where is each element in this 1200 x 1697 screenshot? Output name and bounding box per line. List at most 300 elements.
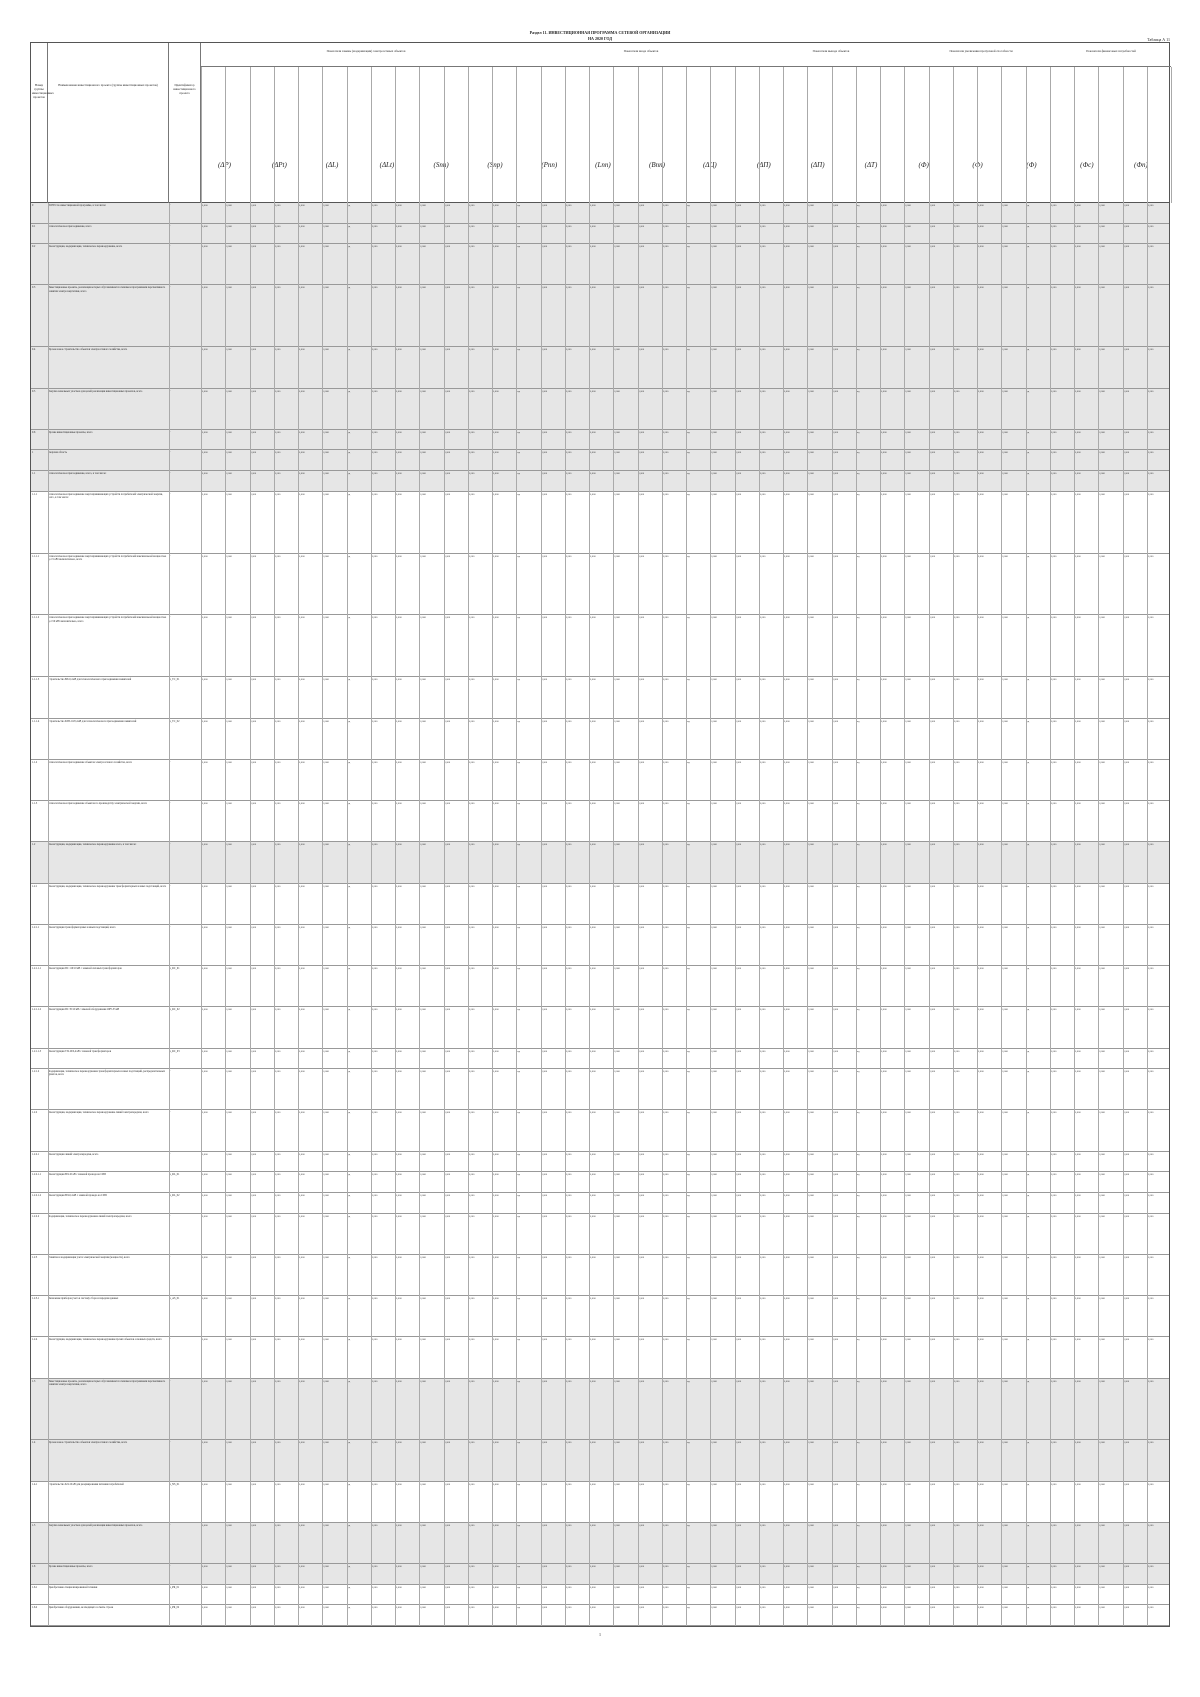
row-value-cell: 0,000 bbox=[323, 1482, 329, 1486]
row-value-cell: 0,000 bbox=[299, 1111, 305, 1115]
row-value-cell: 0,000 bbox=[493, 1585, 499, 1589]
row-value-cell: 0,000 bbox=[323, 1606, 329, 1610]
row-value-cell: нд bbox=[517, 1585, 520, 1589]
row-value-cell: 0,000 bbox=[250, 1152, 257, 1156]
body-column-divider bbox=[1050, 203, 1051, 1626]
header-group-5: Показатели финансовых потребностей bbox=[1051, 43, 1171, 67]
row-number: 1.1.2 bbox=[32, 760, 38, 764]
row-value-cell: 0,000 bbox=[638, 1297, 645, 1301]
row-value-cell: 0,000 bbox=[978, 760, 984, 764]
row-value-cell: нд bbox=[1026, 1441, 1030, 1445]
row-value-cell: 0,000 bbox=[1050, 1193, 1057, 1197]
body-column-divider bbox=[444, 203, 445, 1626]
row-value-cell: 0,000 bbox=[881, 616, 887, 620]
row-value-cell: 0,000 bbox=[638, 1523, 645, 1527]
row-value-cell: 0,000 bbox=[1002, 348, 1008, 352]
row-project-id: Г bbox=[169, 451, 171, 455]
row-value-cell: 0,000 bbox=[978, 1565, 984, 1569]
row-value-cell: 0,000 bbox=[1075, 1338, 1081, 1342]
row-value-cell: 0,000 bbox=[905, 1152, 911, 1156]
row-value-cell: 0,000 bbox=[1075, 1049, 1081, 1053]
row-value-cell: 0,000 bbox=[274, 1173, 281, 1177]
row-value-cell: 0,000 bbox=[1002, 1214, 1008, 1218]
row-value-cell: 0,000 bbox=[953, 843, 960, 847]
row-value-cell: 0,000 bbox=[759, 719, 766, 723]
row-value-cell: 0,000 bbox=[1123, 286, 1130, 290]
row-value-cell: 0,000 bbox=[638, 616, 645, 620]
header-formula: (Ф) bbox=[1026, 161, 1037, 169]
row-value-cell: 0,000 bbox=[953, 286, 960, 290]
row-value-cell: 0,000 bbox=[420, 1379, 426, 1383]
row-value-cell: 0,000 bbox=[1123, 1152, 1130, 1156]
row-value-cell: 0,000 bbox=[735, 1565, 742, 1569]
row-value-cell: 0,000 bbox=[735, 224, 742, 228]
row-value-cell: 0,000 bbox=[662, 616, 669, 620]
row-value-cell: 0,000 bbox=[784, 760, 790, 764]
row-value-cell: 0,000 bbox=[1050, 1008, 1057, 1012]
row-value-cell: 0,000 bbox=[1075, 430, 1081, 434]
row-project-name: Прочие инвестиционные проекты, всего bbox=[48, 430, 93, 434]
row-value-cell: нд bbox=[517, 492, 520, 496]
row-value-cell: 0,000 bbox=[832, 760, 839, 764]
row-value-cell: 0,000 bbox=[638, 967, 645, 971]
row-value-cell: 0,000 bbox=[1002, 286, 1008, 290]
row-value-cell: 0,000 bbox=[371, 1523, 378, 1527]
row-value-cell: 0,000 bbox=[590, 472, 596, 476]
row-value-cell: 0,000 bbox=[905, 1523, 911, 1527]
row-value-cell: 0,000 bbox=[662, 389, 669, 393]
header-column-divider bbox=[613, 67, 614, 203]
row-value-cell: 0,000 bbox=[978, 1193, 984, 1197]
row-value-cell: 0,000 bbox=[978, 1379, 984, 1383]
row-value-cell: 0,000 bbox=[759, 1297, 766, 1301]
row-value-cell: 0,000 bbox=[905, 1379, 911, 1383]
row-value-cell: 0,000 bbox=[323, 1523, 329, 1527]
row-value-cell: 0,000 bbox=[1050, 616, 1057, 620]
row-value-cell: 0,000 bbox=[1099, 760, 1105, 764]
row-value-cell: 0,000 bbox=[1075, 1585, 1081, 1589]
row-value-cell: 0,000 bbox=[832, 1523, 839, 1527]
row-value-cell: 0,000 bbox=[1147, 1152, 1154, 1156]
row-value-cell: 0,000 bbox=[444, 1070, 451, 1074]
row-value-cell: 0,000 bbox=[299, 802, 305, 806]
row-value-cell: 0,000 bbox=[905, 1111, 911, 1115]
row-value-cell: 0,000 bbox=[929, 554, 936, 558]
row-value-cell: 0,000 bbox=[735, 719, 742, 723]
row-value-cell: 0,000 bbox=[493, 1255, 499, 1259]
row-value-cell: 0,000 bbox=[396, 1565, 402, 1569]
row-value-cell: нд bbox=[856, 1193, 860, 1197]
row-value-cell: нд bbox=[517, 1565, 520, 1569]
row-value-cell: 0,000 bbox=[444, 1379, 451, 1383]
row-value-cell: 0,000 bbox=[1075, 451, 1081, 455]
row-value-cell: нд bbox=[1026, 1565, 1030, 1569]
row-value-cell: 0,000 bbox=[274, 802, 281, 806]
row-value-cell: 0,000 bbox=[299, 451, 305, 455]
header-formula: (Lnn) bbox=[595, 161, 611, 169]
row-value-cell: 0,000 bbox=[565, 843, 572, 847]
row-value-cell: 0,000 bbox=[1075, 678, 1081, 682]
row-value-cell: 0,000 bbox=[1002, 843, 1008, 847]
row-value-cell: 0,000 bbox=[226, 554, 232, 558]
row-value-cell: 0,000 bbox=[1002, 492, 1008, 496]
row-value-cell: 0,000 bbox=[711, 967, 717, 971]
row-value-cell: 0,000 bbox=[832, 430, 839, 434]
row-value-cell: нд bbox=[856, 1338, 860, 1342]
row-value-cell: 0,000 bbox=[614, 1214, 620, 1218]
row-value-cell: 0,000 bbox=[1002, 224, 1008, 228]
row-value-cell: 0,000 bbox=[1147, 492, 1154, 496]
row-value-cell: 0,000 bbox=[1147, 554, 1154, 558]
row-value-cell: нд bbox=[687, 1565, 690, 1569]
row-value-cell: 0,000 bbox=[541, 616, 548, 620]
row-value-cell: 0,000 bbox=[735, 286, 742, 290]
header-column-divider bbox=[783, 67, 784, 203]
row-value-cell: 0,000 bbox=[1075, 1255, 1081, 1259]
row-value-cell: 0,000 bbox=[1123, 1193, 1130, 1197]
row-project-name: ВСЕГО по инвестиционной программе, в том числе: bbox=[48, 204, 107, 207]
row-value-cell: 0,000 bbox=[493, 492, 499, 496]
row-value-cell: 0,000 bbox=[1099, 1441, 1105, 1445]
row-value-cell: 0,000 bbox=[468, 286, 475, 290]
row-value-cell: 0,000 bbox=[541, 1255, 548, 1259]
row-value-cell: 0,000 bbox=[1099, 1255, 1105, 1259]
row-value-cell: 0,000 bbox=[662, 430, 669, 434]
row-value-cell: 0,000 bbox=[396, 678, 402, 682]
row-value-cell: 0,000 bbox=[468, 1008, 475, 1012]
row-value-cell: 0,000 bbox=[1099, 719, 1105, 723]
row-value-cell: 0,000 bbox=[299, 1193, 305, 1197]
row-value-cell: нд bbox=[517, 1070, 520, 1074]
row-value-cell: 0,000 bbox=[881, 286, 887, 290]
row-value-cell: нд bbox=[1026, 472, 1030, 476]
row-value-cell: нд bbox=[1026, 286, 1030, 290]
row-value-cell: 0,000 bbox=[735, 492, 742, 496]
row-value-cell: 0,000 bbox=[735, 802, 742, 806]
row-value-cell: 0,000 bbox=[565, 554, 572, 558]
row-number: 0.4 bbox=[32, 348, 36, 352]
row-value-cell: 0,000 bbox=[929, 1214, 936, 1218]
row-value-cell: нд bbox=[856, 678, 860, 682]
row-project-name: Реконструкция, модернизация, техническое перевооружение трансформаторных и иных подстанций, всего bbox=[48, 884, 167, 888]
row-value-cell: 0,000 bbox=[468, 1338, 475, 1342]
row-value-cell: 0,000 bbox=[565, 1193, 572, 1197]
row-value-cell: 0,000 bbox=[1050, 1111, 1057, 1115]
header-formula: (ΔL) bbox=[325, 161, 339, 169]
row-value-cell: 0,000 bbox=[638, 843, 645, 847]
row-value-cell: 0,000 bbox=[978, 1049, 984, 1053]
row-value-cell: нд bbox=[856, 1482, 860, 1486]
row-value-cell: 0,000 bbox=[444, 719, 451, 723]
row-value-cell: нд bbox=[687, 554, 690, 558]
row-value-cell: нд bbox=[856, 1255, 860, 1259]
row-value-cell: 0,000 bbox=[735, 1523, 742, 1527]
row-value-cell: 0,000 bbox=[1099, 1049, 1105, 1053]
row-value-cell: 0,000 bbox=[978, 925, 984, 929]
row-project-name: Технологическое присоединение энергопринимающих устройств потребителей максимальной мощностью до 150 кВт включительно, всего bbox=[48, 616, 167, 623]
row-value-cell: 0,000 bbox=[1123, 760, 1130, 764]
row-value-cell: 0,000 bbox=[1002, 451, 1008, 455]
document-subtitle: НА 2020 ГОД bbox=[587, 36, 613, 41]
row-value-cell: нд bbox=[1026, 967, 1030, 971]
row-value-cell: 0,000 bbox=[929, 884, 936, 888]
row-value-cell: 0,000 bbox=[468, 1214, 475, 1218]
row-value-cell: 0,000 bbox=[420, 430, 426, 434]
row-value-cell: 0,000 bbox=[638, 925, 645, 929]
row-value-cell: 0,000 bbox=[638, 554, 645, 558]
row-value-cell: 0,000 bbox=[1147, 1441, 1154, 1445]
row-value-cell: 0,000 bbox=[759, 884, 766, 888]
header-column-divider bbox=[347, 67, 348, 203]
header-column-divider bbox=[419, 67, 420, 203]
row-project-id: K_RC_01 bbox=[169, 967, 180, 971]
row-value-cell: 0,000 bbox=[541, 1152, 548, 1156]
row-value-cell: 0,000 bbox=[784, 204, 790, 207]
row-value-cell: 0,000 bbox=[759, 925, 766, 929]
row-value-cell: 0,000 bbox=[541, 348, 548, 352]
row-value-cell: 0,000 bbox=[468, 554, 475, 558]
row-value-cell: 0,000 bbox=[444, 472, 451, 476]
row-value-cell: 0,000 bbox=[565, 472, 572, 476]
row-value-cell: 0,000 bbox=[565, 884, 572, 888]
row-value-cell: 0,000 bbox=[371, 472, 378, 476]
header-column-divider bbox=[468, 67, 469, 203]
row-value-cell: нд bbox=[687, 616, 690, 620]
row-value-cell: 0,000 bbox=[711, 430, 717, 434]
row-value-cell: 0,000 bbox=[323, 286, 329, 290]
row-value-cell: 0,000 bbox=[905, 678, 911, 682]
row-value-cell: 0,000 bbox=[711, 245, 717, 249]
row-value-cell: 0,000 bbox=[808, 1152, 814, 1156]
row-value-cell: 0,000 bbox=[638, 472, 645, 476]
row-value-cell: 0,000 bbox=[759, 554, 766, 558]
row-value-cell: 0,000 bbox=[1123, 1338, 1130, 1342]
row-value-cell: 0,000 bbox=[784, 472, 790, 476]
row-value-cell: 0,000 bbox=[1075, 967, 1081, 971]
row-value-cell: 0,000 bbox=[565, 925, 572, 929]
row-value-cell: 0,000 bbox=[1123, 678, 1130, 682]
row-value-cell: 0,000 bbox=[565, 1441, 572, 1445]
row-value-cell: 0,000 bbox=[202, 884, 208, 888]
row-value-cell: 0,000 bbox=[299, 472, 305, 476]
row-value-cell: 0,000 bbox=[323, 224, 329, 228]
row-value-cell: 0,000 bbox=[274, 1379, 281, 1383]
row-value-cell: 0,000 bbox=[299, 925, 305, 929]
row-value-cell: 0,000 bbox=[638, 492, 645, 496]
row-value-cell: 0,000 bbox=[299, 1379, 305, 1383]
row-value-cell: 0,000 bbox=[541, 1111, 548, 1115]
row-value-cell: 0,000 bbox=[808, 245, 814, 249]
row-value-cell: 0,000 bbox=[881, 389, 887, 393]
row-value-cell: 0,000 bbox=[1075, 1441, 1081, 1445]
row-value-cell: 0,000 bbox=[396, 1606, 402, 1610]
row-value-cell: 0,000 bbox=[1123, 1008, 1130, 1012]
row-value-cell: 0,000 bbox=[202, 451, 208, 455]
row-value-cell: 0,000 bbox=[420, 802, 426, 806]
row-value-cell: нд bbox=[687, 760, 690, 764]
row-value-cell: 0,000 bbox=[1002, 1585, 1008, 1589]
row-value-cell: 0,000 bbox=[250, 348, 257, 352]
row-value-cell: 0,000 bbox=[905, 430, 911, 434]
row-value-cell: 0,000 bbox=[662, 1008, 669, 1012]
row-value-cell: 0,000 bbox=[881, 1193, 887, 1197]
row-value-cell: 0,000 bbox=[1123, 204, 1130, 207]
row-value-cell: 0,000 bbox=[881, 224, 887, 228]
row-value-cell: 0,000 bbox=[1002, 1565, 1008, 1569]
row-value-cell: 0,000 bbox=[226, 1585, 232, 1589]
row-value-cell: нд bbox=[517, 1214, 520, 1218]
row-value-cell: 0,000 bbox=[493, 1214, 499, 1218]
row-project-name: Строительство КТП-10/0,4 кВ для технологического присоединения заявителей bbox=[48, 719, 137, 723]
row-value-cell: 0,000 bbox=[565, 1482, 572, 1486]
row-value-cell: 0,000 bbox=[420, 286, 426, 290]
row-project-id: Г bbox=[169, 843, 171, 847]
row-value-cell: 0,000 bbox=[953, 554, 960, 558]
row-value-cell: нд bbox=[347, 1606, 351, 1610]
row-value-cell: 0,000 bbox=[250, 204, 257, 207]
row-value-cell: нд bbox=[1026, 1297, 1030, 1301]
row-value-cell: 0,000 bbox=[978, 1152, 984, 1156]
row-value-cell: 0,000 bbox=[614, 1523, 620, 1527]
row-value-cell: нд bbox=[856, 389, 860, 393]
row-value-cell: 0,000 bbox=[250, 389, 257, 393]
row-value-cell: 0,000 bbox=[881, 451, 887, 455]
row-value-cell: 0,000 bbox=[250, 1008, 257, 1012]
row-value-cell: 0,000 bbox=[735, 760, 742, 764]
investment-table bbox=[30, 42, 1170, 1627]
row-number: 1.2.2.1 bbox=[32, 1152, 40, 1156]
row-number: 0.5 bbox=[32, 389, 36, 393]
row-value-cell: нд bbox=[517, 224, 520, 228]
row-value-cell: 0,000 bbox=[735, 554, 742, 558]
row-value-cell: 0,000 bbox=[614, 389, 620, 393]
row-value-cell: нд bbox=[347, 430, 351, 434]
row-value-cell: нд bbox=[347, 1441, 351, 1445]
row-value-cell: 0,000 bbox=[759, 492, 766, 496]
row-value-cell: 0,000 bbox=[202, 348, 208, 352]
row-value-cell: 0,000 bbox=[1147, 348, 1154, 352]
row-value-cell: 0,000 bbox=[832, 843, 839, 847]
row-value-cell: 0,000 bbox=[541, 245, 548, 249]
row-value-cell: 0,000 bbox=[1050, 204, 1057, 207]
row-value-cell: 0,000 bbox=[711, 1214, 717, 1218]
body-column-divider bbox=[565, 203, 566, 1626]
row-value-cell: 0,000 bbox=[905, 1606, 911, 1610]
row-project-name: Технологическое присоединение энергопринимающих устройств потребителей электрической энергии, всего, в том числе: bbox=[48, 492, 163, 499]
row-value-cell: 0,000 bbox=[929, 1523, 936, 1527]
row-value-cell: 0,000 bbox=[832, 389, 839, 393]
header-column-divider bbox=[225, 67, 226, 203]
row-value-cell: 0,000 bbox=[371, 1111, 378, 1115]
row-value-cell: 0,000 bbox=[808, 1008, 814, 1012]
header-group-2: Показатели ввода объектов bbox=[531, 43, 751, 67]
row-value-cell: 0,000 bbox=[929, 1441, 936, 1445]
row-value-cell: 0,000 bbox=[832, 1255, 839, 1259]
row-value-cell: нд bbox=[517, 472, 520, 476]
row-value-cell: 0,000 bbox=[662, 1565, 669, 1569]
row-value-cell: 0,000 bbox=[420, 1441, 426, 1445]
body-column-divider bbox=[468, 203, 469, 1626]
row-value-cell: 0,000 bbox=[202, 286, 208, 290]
row-value-cell: 0,000 bbox=[565, 1606, 572, 1610]
row-value-cell: 0,000 bbox=[226, 1606, 232, 1610]
row-value-cell: 0,000 bbox=[226, 1193, 232, 1197]
row-value-cell: нд bbox=[517, 1008, 520, 1012]
row-value-cell: 0,000 bbox=[759, 389, 766, 393]
row-value-cell: 0,000 bbox=[250, 224, 257, 228]
row-value-cell: 0,000 bbox=[590, 286, 596, 290]
row-value-cell: 0,000 bbox=[274, 1255, 281, 1259]
body-column-divider bbox=[541, 203, 542, 1626]
row-value-cell: 0,000 bbox=[1002, 245, 1008, 249]
row-value-cell: 0,000 bbox=[493, 925, 499, 929]
row-project-id: Г bbox=[169, 472, 171, 476]
row-value-cell: 0,000 bbox=[1075, 1193, 1081, 1197]
row-value-cell: нд bbox=[517, 760, 520, 764]
row-value-cell: 0,000 bbox=[444, 616, 451, 620]
row-value-cell: 0,000 bbox=[396, 1379, 402, 1383]
row-value-cell: 0,000 bbox=[978, 1482, 984, 1486]
header-column-divider bbox=[492, 67, 493, 203]
row-value-cell: 0,000 bbox=[444, 1482, 451, 1486]
row-value-cell: 0,000 bbox=[614, 1441, 620, 1445]
row-value-cell: 0,000 bbox=[1075, 843, 1081, 847]
row-value-cell: 0,000 bbox=[226, 348, 232, 352]
row-value-cell: 0,000 bbox=[565, 245, 572, 249]
row-project-name: Технологическое присоединение энергопринимающих устройств потребителей максимальной мощностью до 15 кВт включительно, всего bbox=[48, 554, 167, 561]
row-value-cell: 0,000 bbox=[371, 245, 378, 249]
row-value-cell: 0,000 bbox=[250, 1338, 257, 1342]
row-value-cell: 0,000 bbox=[662, 1523, 669, 1527]
row-value-cell: 0,000 bbox=[1050, 1255, 1057, 1259]
row-value-cell: 0,000 bbox=[1075, 204, 1081, 207]
header-column-divider bbox=[953, 67, 954, 203]
row-value-cell: 0,000 bbox=[274, 1049, 281, 1053]
row-value-cell: 0,000 bbox=[396, 245, 402, 249]
row-value-cell: 0,000 bbox=[784, 389, 790, 393]
row-value-cell: 0,000 bbox=[274, 884, 281, 888]
row-project-id: Г bbox=[169, 616, 171, 620]
row-value-cell: 0,000 bbox=[299, 1523, 305, 1527]
body-column-divider bbox=[201, 203, 202, 1626]
row-value-cell: 0,000 bbox=[662, 1585, 669, 1589]
row-value-cell: 0,000 bbox=[250, 1070, 257, 1074]
row-value-cell: 0,000 bbox=[468, 925, 475, 929]
row-value-cell: 0,000 bbox=[953, 616, 960, 620]
row-project-id: Г bbox=[169, 554, 171, 558]
row-value-cell: 0,000 bbox=[493, 1441, 499, 1445]
row-value-cell: 0,000 bbox=[1147, 1214, 1154, 1218]
row-value-cell: нд bbox=[517, 802, 520, 806]
row-value-cell: 0,000 bbox=[371, 224, 378, 228]
row-value-cell: 0,000 bbox=[202, 1338, 208, 1342]
row-value-cell: 0,000 bbox=[1099, 843, 1105, 847]
row-value-cell: нд bbox=[517, 925, 520, 929]
row-project-name: Реконструкция, модернизация, техническое перевооружение, всего bbox=[48, 245, 123, 249]
row-value-cell: нд bbox=[517, 389, 520, 393]
row-value-cell: 0,000 bbox=[953, 1152, 960, 1156]
row-value-cell: 0,000 bbox=[905, 1193, 911, 1197]
row-value-cell: 0,000 bbox=[759, 802, 766, 806]
body-column-divider bbox=[1026, 203, 1027, 1626]
row-value-cell: 0,000 bbox=[735, 1008, 742, 1012]
row-value-cell: 0,000 bbox=[1123, 884, 1130, 888]
body-column-divider bbox=[613, 203, 614, 1626]
row-value-cell: 0,000 bbox=[711, 451, 717, 455]
row-value-cell: 0,000 bbox=[444, 760, 451, 764]
row-project-id: K_RC_02 bbox=[169, 1008, 180, 1012]
row-number: 1.5 bbox=[32, 1523, 36, 1527]
